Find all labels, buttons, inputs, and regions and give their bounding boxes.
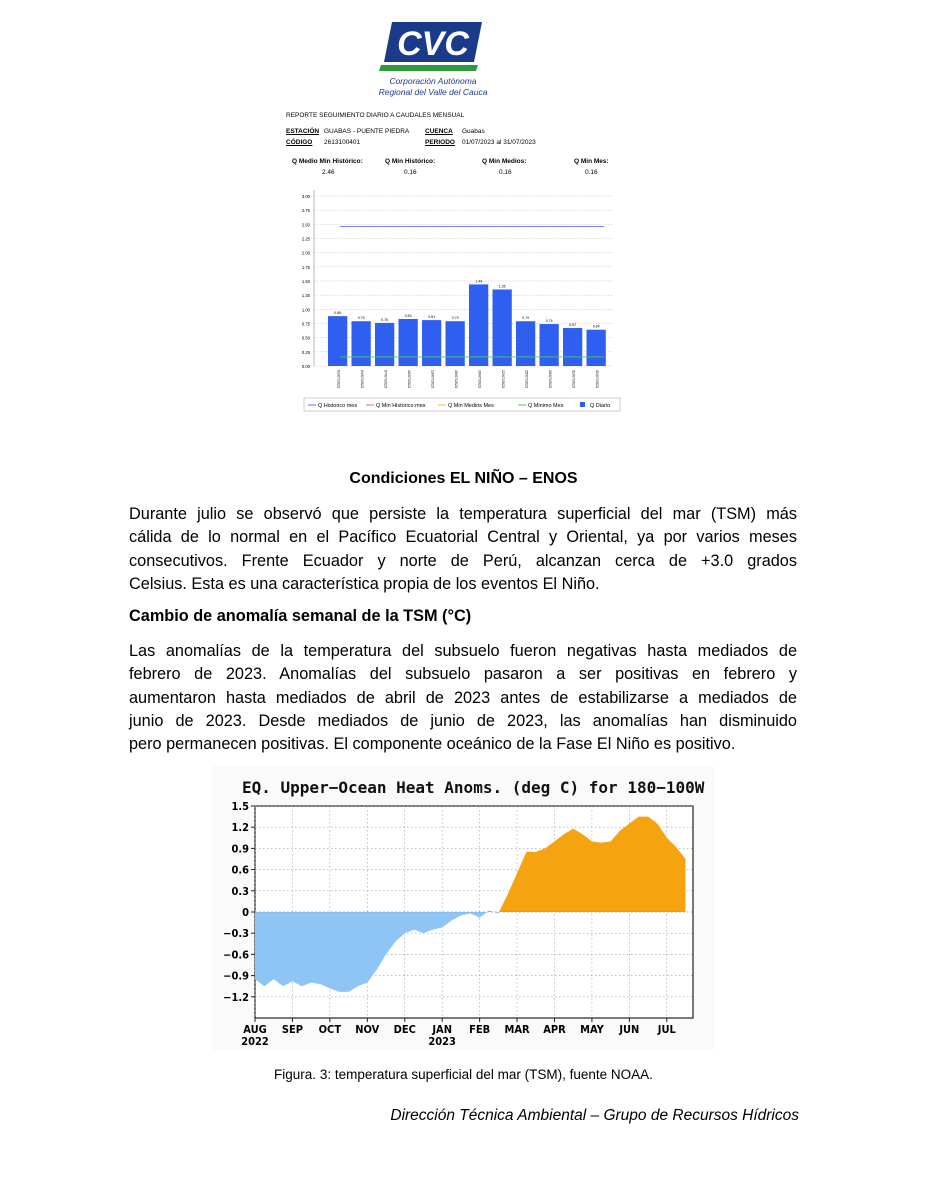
paragraph-1 xyxy=(129,503,797,596)
cuenca-value: Guabas xyxy=(462,128,485,135)
stat-label-1: Q Medio Min Histórico: xyxy=(292,158,363,165)
x-tick-label: 31/07/2023 xyxy=(595,370,600,388)
bar-value-label: 0.74 xyxy=(545,319,553,324)
bar xyxy=(587,330,606,366)
report-title: REPORTE SEGUIMIENTO DIARIO A CAUDALES MENSUAL xyxy=(286,112,465,119)
y-tick-label: 1.25 xyxy=(301,293,310,299)
x-tick-label: MAR xyxy=(504,1023,530,1036)
paragraph-1-line: cálida de lo normal en el Pacífico Ecuatorial Central y Oriental, ya por varios meses xyxy=(129,528,797,547)
y-tick-label: −0.3 xyxy=(223,927,249,941)
y-tick-label: 1.00 xyxy=(301,307,310,313)
bar xyxy=(563,328,582,366)
x-tick-label: 07/07/2023 xyxy=(383,370,388,388)
bar xyxy=(328,316,347,366)
x-tick-label: 01/07/2023 xyxy=(336,370,341,388)
bar-value-label: 0.88 xyxy=(334,311,342,316)
stat-label-2: Q Min Histórico: xyxy=(385,158,436,165)
y-tick-label: 0.9 xyxy=(231,842,249,856)
y-tick-label: 2.75 xyxy=(301,208,310,214)
y-tick-label: 0.00 xyxy=(301,364,310,369)
x-tick-label: 28/07/2023 xyxy=(548,370,553,388)
flow-bar-chart xyxy=(282,108,622,448)
bar xyxy=(446,321,465,366)
estacion-value: GUABAS - PUENTE PIEDRA xyxy=(324,128,410,135)
x-tick-label: 31/07/2023 xyxy=(571,370,576,388)
stat-label-3: Q Min Medios: xyxy=(482,158,527,165)
logo-line-1: Corporación Autónoma xyxy=(389,76,477,86)
legend-label: Q Historico mes xyxy=(318,403,358,409)
x-tick-label: SEP xyxy=(281,1023,304,1036)
legend-label: Q Min Medios Mes xyxy=(448,403,494,409)
paragraph-2-line: febrero de 2023. Anomalías del subsuelo pasaron a ser positivas en febrero y xyxy=(129,665,797,684)
y-tick-label: −1.2 xyxy=(223,990,249,1004)
y-tick-label: 0.75 xyxy=(301,321,310,327)
x-tick-label: APR xyxy=(543,1023,566,1036)
x-tick-label: JUN xyxy=(619,1023,640,1036)
paragraph-1-line: Celsius. Esta es una característica propia de los eventos El Niño. xyxy=(129,574,600,593)
stat-value-3: 0.16 xyxy=(499,169,512,176)
y-tick-label: 2.25 xyxy=(301,236,310,242)
x-tick-label: 16/07/2023 xyxy=(454,370,459,388)
paragraph-2-line: Las anomalías de la temperatura del subsuelo fueron negativas hasta mediados de xyxy=(129,642,797,660)
cvc-logo-mark xyxy=(378,18,488,76)
subsection-title: Cambio de anomalía semanal de la TSM (°C) xyxy=(129,607,472,625)
periodo-value: 01/07/2023 al 31/07/2023 xyxy=(462,139,536,146)
codigo-value: 2613100401 xyxy=(324,139,361,146)
logo-line-2: Regional del Valle del Cauca xyxy=(378,87,488,97)
x-tick-label: 19/07/2023 xyxy=(477,370,482,388)
cvc-logo xyxy=(378,18,488,98)
x-tick-label: AUG xyxy=(243,1023,267,1036)
y-tick-label: −0.9 xyxy=(223,969,249,983)
stat-value-1: 2.46 xyxy=(322,169,335,176)
y-tick-label: 2.50 xyxy=(301,222,310,228)
x-tick-label: MAY xyxy=(580,1023,604,1036)
x-tick-year: 2023 xyxy=(428,1035,456,1048)
paragraph-1-line: consecutivos. Frente Ecuador y norte de Perú, alcanzan cerca de +3.0 grados xyxy=(129,551,797,570)
y-tick-label: 1.5 xyxy=(231,800,249,813)
bar-value-label: 0.81 xyxy=(428,315,436,320)
stat-value-2: 0.16 xyxy=(404,169,417,176)
x-tick-label: OCT xyxy=(318,1023,342,1036)
legend-label: Q Diario xyxy=(590,403,611,409)
x-tick-label: 25/07/2023 xyxy=(524,370,529,388)
bar-value-label: 0.76 xyxy=(381,317,389,322)
bar-value-label: 0.79 xyxy=(522,316,530,321)
x-tick-label: 22/07/2023 xyxy=(501,370,506,388)
cuenca-label: CUENCA xyxy=(425,128,453,135)
y-tick-label: 0 xyxy=(242,906,249,919)
paragraph-2 xyxy=(129,640,797,756)
y-tick-label: 3.00 xyxy=(301,194,310,199)
bar xyxy=(493,290,512,367)
bar-value-label: 1.44 xyxy=(475,279,483,284)
stat-label-4: Q Min Mes: xyxy=(574,158,609,165)
y-tick-label: 0.6 xyxy=(231,863,249,877)
legend-swatch xyxy=(580,402,585,407)
bar xyxy=(516,321,535,366)
chart-title: EQ. Upper−Ocean Heat Anoms. (deg C) for 180−100W xyxy=(242,778,705,797)
estacion-label: ESTACIÓN xyxy=(286,128,320,135)
y-tick-label: −0.6 xyxy=(223,948,249,962)
ocean-heat-figure xyxy=(212,766,715,1050)
ocean-heat-chart xyxy=(212,766,715,1050)
bar xyxy=(375,323,394,366)
x-tick-label: DEC xyxy=(393,1023,416,1036)
stat-value-4: 0.16 xyxy=(585,169,598,176)
section-title: Condiciones EL NIÑO – ENOS xyxy=(349,470,578,487)
y-tick-label: 1.50 xyxy=(301,279,310,284)
y-tick-label: 0.50 xyxy=(301,335,310,341)
paragraph-2-line: pero permanecen positivas. El componente oceánico de la Fase El Niño es positivo. xyxy=(129,735,736,754)
y-tick-label: 1.75 xyxy=(301,264,310,270)
bar xyxy=(352,321,371,366)
bar-value-label: 0.79 xyxy=(451,316,459,321)
bar-value-label: 0.64 xyxy=(592,324,600,329)
paragraph-2-line: junio de 2023. Desde mediados de junio de 2023, las anomalías han disminuido xyxy=(129,711,797,730)
x-tick-label: JUL xyxy=(657,1023,676,1036)
x-tick-label: NOV xyxy=(355,1023,380,1036)
codigo-label: CÓDIGO xyxy=(286,139,313,146)
paragraph-2-line: aumentaron hasta mediados de abril de 2023 antes de estabilizarse a mediados de xyxy=(129,688,797,707)
y-tick-label: 0.25 xyxy=(301,349,310,355)
periodo-label: PERIODO xyxy=(425,139,455,146)
bar xyxy=(469,284,488,366)
page-footer: Dirección Técnica Ambiental – Grupo de Recursos Hídricos xyxy=(390,1107,799,1124)
bar xyxy=(399,319,418,366)
x-tick-year: 2022 xyxy=(241,1035,269,1048)
bar-value-label: 1.35 xyxy=(498,284,506,289)
y-tick-label: 0.3 xyxy=(231,884,249,898)
paragraph-1-line: Durante julio se observó que persiste la temperatura superficial del mar (TSM) más xyxy=(129,505,797,523)
x-tick-label: FEB xyxy=(469,1023,491,1036)
x-tick-label: 10/07/2023 xyxy=(407,370,412,388)
flow-report-figure xyxy=(282,108,622,448)
bar xyxy=(540,324,559,366)
logo-brand: CVC xyxy=(397,25,469,63)
bar-value-label: 0.83 xyxy=(404,313,412,318)
bar-value-label: 0.79 xyxy=(357,316,365,321)
bar xyxy=(422,320,441,366)
x-tick-label: 13/07/2023 xyxy=(430,370,435,388)
y-tick-label: 1.2 xyxy=(231,821,249,835)
y-tick-label: 2.00 xyxy=(301,250,310,256)
bar-value-label: 0.67 xyxy=(569,323,577,328)
figure-caption: Figura. 3: temperatura superficial del mar (TSM), fuente NOAA. xyxy=(274,1067,653,1082)
legend-label: Q Minimo Mes xyxy=(528,403,564,409)
x-tick-label: JAN xyxy=(432,1023,452,1036)
legend-label: Q Min Historico mes xyxy=(376,403,426,409)
x-tick-label: 04/07/2023 xyxy=(360,370,365,388)
